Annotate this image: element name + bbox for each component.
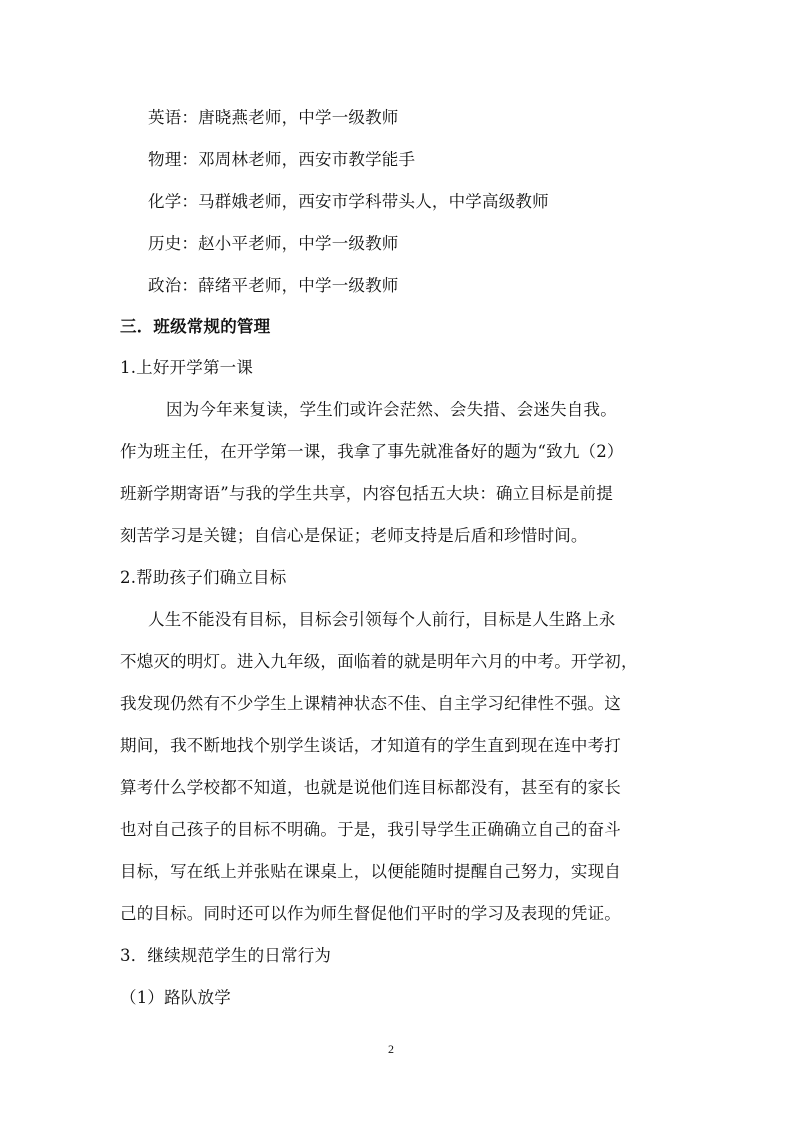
paragraph-line: 刻苦学习是关键；自信心是保证；老师支持是后盾和珍惜时间。	[120, 526, 588, 545]
teacher-history: 历史：赵小平老师，中学一级教师	[148, 234, 399, 253]
paragraph-line: 期间，我不断地找个别学生谈话，才知道有的学生直到现在连中考打	[120, 736, 621, 755]
teacher-chemistry: 化学：马群娥老师，西安市学科带头人，中学高级教师	[148, 192, 549, 211]
section-heading: 三．班级常规的管理	[120, 317, 271, 336]
paragraph-line: 人生不能没有目标，目标会引领每个人前行，目标是人生路上永	[148, 610, 616, 629]
paragraph-line: 也对自己孩子的目标不明确。于是，我引导学生正确确立自己的奋斗	[120, 820, 621, 839]
item1-title: 1.上好开学第一课	[120, 358, 254, 377]
item2-title: 2.帮助孩子们确立目标	[120, 568, 287, 587]
paragraph-line: 算考什么学校都不知道，也就是说他们连目标都没有，甚至有的家长	[120, 778, 621, 797]
paragraph-line: 班新学期寄语”与我的学生共享，内容包括五大块：确立目标是前提	[120, 484, 613, 503]
paragraph-line: 因为今年来复读，学生们或许会茫然、会失措、会迷失自我。	[166, 400, 617, 419]
teacher-english: 英语：唐晓燕老师，中学一级教师	[148, 108, 399, 127]
item3-sub1: （1）路队放学	[120, 988, 231, 1007]
teacher-politics: 政治：薛绪平老师，中学一级教师	[148, 276, 399, 295]
page-number: 2	[388, 1042, 394, 1056]
teacher-physics: 物理：邓周林老师，西安市教学能手	[148, 150, 416, 169]
paragraph-line: 作为班主任，在开学第一课，我拿了事先就准备好的题为“致九（2）	[120, 442, 624, 461]
item3-title: 3．继续规范学生的日常行为	[120, 946, 332, 965]
paragraph-line: 己的目标。同时还可以作为师生督促他们平时的学习及表现的凭证。	[120, 904, 621, 923]
paragraph-line: 我发现仍然有不少学生上课精神状态不佳、自主学习纪律性不强。这	[120, 694, 621, 713]
paragraph-line: 不熄灭的明灯。进入九年级，面临着的就是明年六月的中考。开学初，	[120, 652, 638, 671]
paragraph-line: 目标，写在纸上并张贴在课桌上，以便能随时提醒自己努力，实现自	[120, 862, 621, 881]
